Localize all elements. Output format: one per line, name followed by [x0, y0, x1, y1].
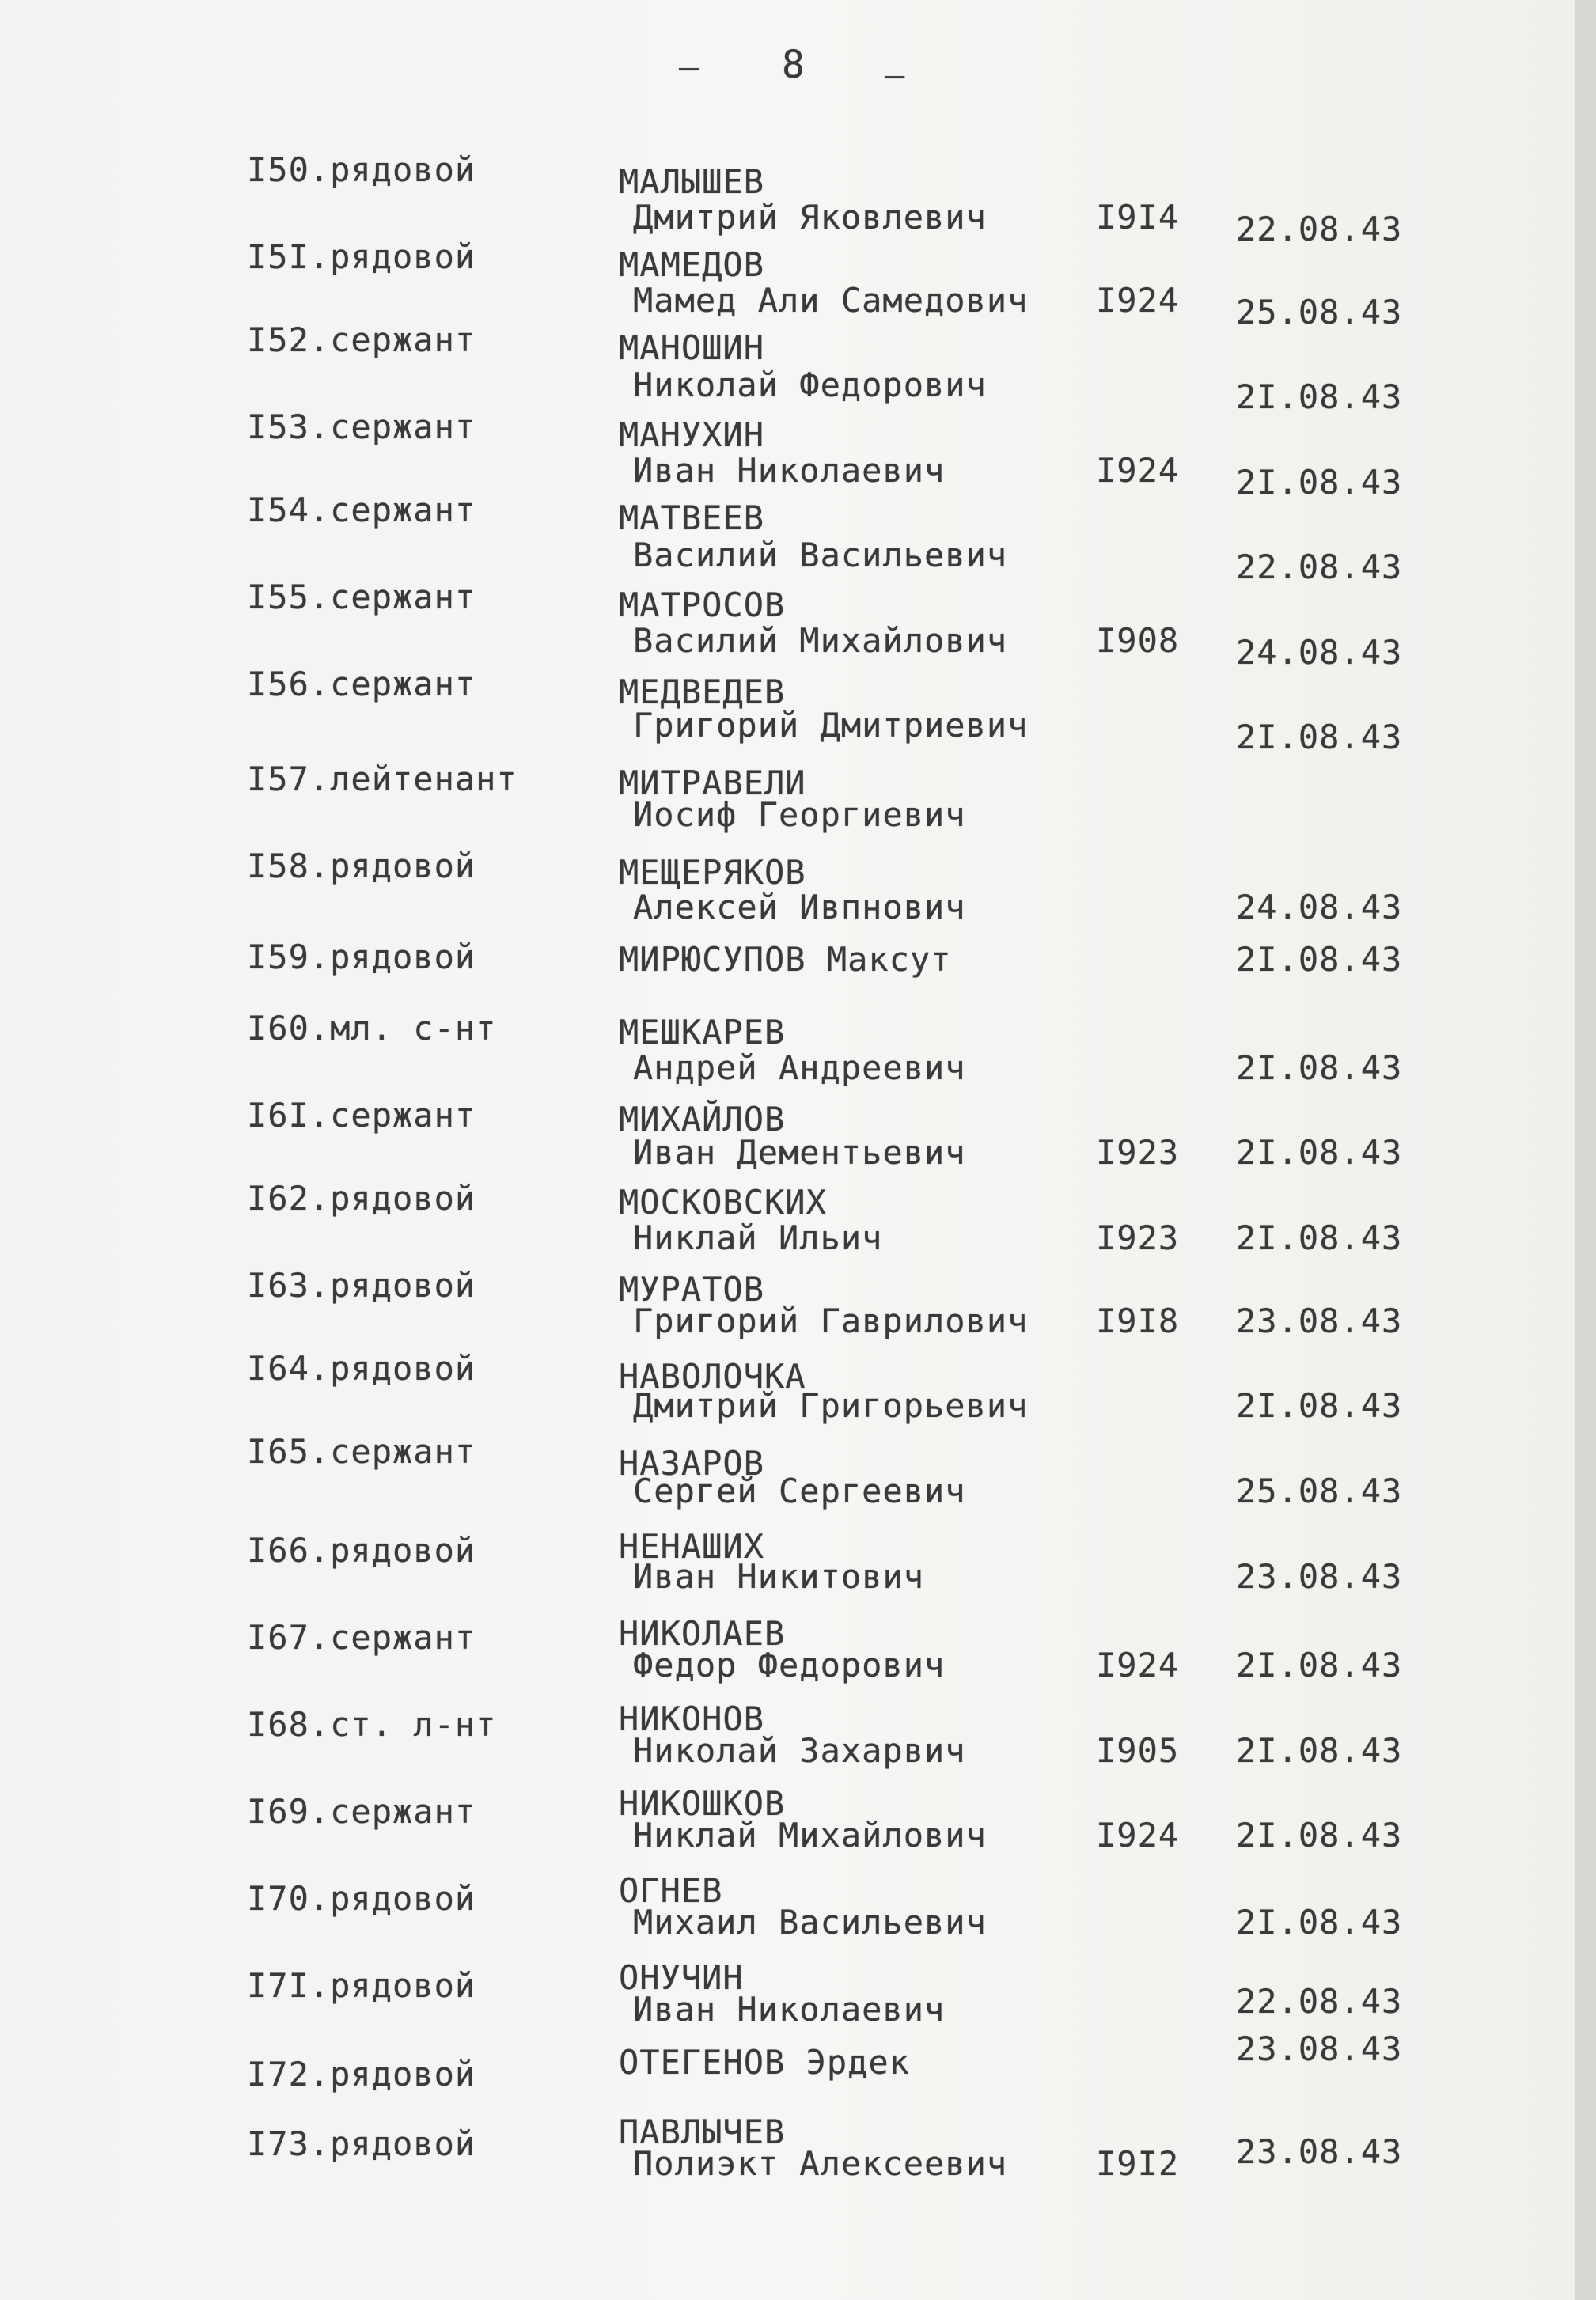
- entry-number-rank: I5I.рядовой: [247, 237, 476, 276]
- entry-date: 25.08.43: [1236, 1472, 1403, 1510]
- entry-date: 23.08.43: [1236, 2029, 1403, 2068]
- entry-number-rank: I73.рядовой: [247, 2124, 476, 2163]
- entry-date: 2I.08.43: [1236, 718, 1403, 756]
- entry-number-rank: I6I.сержант: [247, 1096, 476, 1135]
- entry-surname: ПАВЛЫЧЕВ: [619, 2112, 786, 2151]
- entry-date: 2I.08.43: [1236, 463, 1403, 502]
- entry-date: 2I.08.43: [1236, 1646, 1403, 1684]
- entry-number-rank: I57.лейтенант: [247, 760, 517, 798]
- entry-given-names: Василий Васильевич: [633, 536, 1008, 574]
- entry-surname: НИКОШКОВ: [619, 1784, 786, 1823]
- entry-surname: ОНУЧИН: [619, 1958, 744, 1997]
- entry-given-names: Иван Дементьевич: [633, 1133, 966, 1172]
- entry-surname: НИКОЛАЕВ: [619, 1614, 786, 1653]
- entry-birth-year: I924: [1096, 451, 1180, 490]
- entry-number-rank: I7I.рядовой: [247, 1966, 476, 2005]
- entry-birth-year: I9I8: [1096, 1302, 1180, 1340]
- entry-given-names: Дмитрий Яковлевич: [633, 198, 987, 237]
- entry-number-rank: I64.рядовой: [247, 1349, 476, 1388]
- entry-given-names: Дмитрий Григорьевич: [633, 1386, 1029, 1425]
- entry-surname: НЕНАШИХ: [619, 1527, 765, 1566]
- entry-given-names: Григорий Гаврилович: [633, 1302, 1029, 1340]
- entry-surname: ОТЕГЕНОВ Эрдек: [619, 2043, 911, 2082]
- entry-given-names: Иван Никитович: [633, 1557, 925, 1596]
- entry-date: 2I.08.43: [1236, 1386, 1403, 1425]
- entry-date: 2I.08.43: [1236, 1133, 1403, 1172]
- entry-number-rank: I68.ст. л-нт: [247, 1705, 497, 1744]
- entry-number-rank: I72.рядовой: [247, 2055, 476, 2093]
- entry-given-names: Николай Федорович: [633, 366, 987, 404]
- entry-given-names: Николай Захарвич: [633, 1731, 966, 1770]
- entry-birth-year: I924: [1096, 281, 1180, 320]
- entry-number-rank: I54.сержант: [247, 491, 476, 529]
- entry-number-rank: I59.рядовой: [247, 938, 476, 976]
- entry-surname: МИРЮСУПОВ Максут: [619, 940, 952, 979]
- entry-given-names: Мамед Али Самедович: [633, 281, 1029, 320]
- entry-surname: ОГНЕВ: [619, 1871, 723, 1910]
- entry-given-names: Михаил Васильевич: [633, 1903, 987, 1942]
- entry-number-rank: I66.рядовой: [247, 1531, 476, 1570]
- entry-birth-year: I923: [1096, 1133, 1180, 1172]
- entry-surname: НИКОНОВ: [619, 1699, 765, 1738]
- entry-number-rank: I69.сержант: [247, 1792, 476, 1831]
- entry-number-rank: I63.рядовой: [247, 1266, 476, 1305]
- entry-given-names: Иван Николаевич: [633, 1990, 946, 2029]
- entry-date: 2I.08.43: [1236, 1816, 1403, 1855]
- entry-given-names: Федор Федорович: [633, 1646, 946, 1684]
- page-number-dash-right: –: [885, 55, 906, 94]
- entry-birth-year: I9I4: [1096, 198, 1180, 237]
- entry-surname: МАЛЫШЕВ: [619, 162, 765, 201]
- entry-date: 22.08.43: [1236, 210, 1403, 248]
- entry-given-names: Никлай Ильич: [633, 1218, 883, 1257]
- entry-date: 22.08.43: [1236, 1982, 1403, 2021]
- entry-birth-year: I923: [1096, 1218, 1180, 1257]
- entry-surname: МАТВЕЕВ: [619, 498, 765, 537]
- entry-date: 2I.08.43: [1236, 1731, 1403, 1770]
- entry-birth-year: I905: [1096, 1731, 1180, 1770]
- entry-date: 2I.08.43: [1236, 377, 1403, 416]
- entry-date: 23.08.43: [1236, 2132, 1403, 2171]
- entry-number-rank: I67.сержант: [247, 1618, 476, 1657]
- entry-date: 2I.08.43: [1236, 940, 1403, 979]
- entry-given-names: Андрей Андреевич: [633, 1048, 966, 1087]
- entry-number-rank: I65.сержант: [247, 1432, 476, 1471]
- entry-surname: НАВОЛОЧКА: [619, 1357, 806, 1396]
- entry-birth-year: I924: [1096, 1816, 1180, 1855]
- entry-surname: МУРАТОВ: [619, 1270, 765, 1309]
- entry-surname: МИХАЙЛОВ: [619, 1100, 786, 1139]
- entry-surname: МОСКОВСКИХ: [619, 1183, 827, 1222]
- entry-surname: МЕДВЕДЕВ: [619, 673, 786, 711]
- page-edge: [1575, 0, 1596, 2300]
- entry-given-names: Иосиф Георгиевич: [633, 795, 966, 834]
- entry-number-rank: I50.рядовой: [247, 150, 476, 189]
- entry-birth-year: I908: [1096, 621, 1180, 660]
- entry-given-names: Григорий Дмитриевич: [633, 706, 1029, 745]
- entry-surname: МАТРОСОВ: [619, 585, 786, 624]
- page-number-dash-left: –: [679, 47, 700, 86]
- entry-number-rank: I70.рядовой: [247, 1879, 476, 1918]
- entry-surname: НАЗАРОВ: [619, 1444, 765, 1483]
- entry-surname: МЕШКАРЕВ: [619, 1013, 786, 1051]
- entry-given-names: Василий Михайлович: [633, 621, 1008, 660]
- entry-number-rank: I58.рядовой: [247, 847, 476, 885]
- entry-date: 2I.08.43: [1236, 1048, 1403, 1087]
- entry-number-rank: I52.сержант: [247, 320, 476, 359]
- entry-given-names: Полиэкт Алексеевич: [633, 2144, 1008, 2183]
- entry-surname: МАНОШИН: [619, 328, 765, 367]
- entry-number-rank: I56.сержант: [247, 665, 476, 703]
- entry-surname: МИТРАВЕЛИ: [619, 764, 806, 802]
- entry-date: 24.08.43: [1236, 633, 1403, 672]
- entry-number-rank: I62.рядовой: [247, 1179, 476, 1218]
- entry-given-names: Сергей Сергеевич: [633, 1472, 966, 1510]
- entry-date: 24.08.43: [1236, 888, 1403, 926]
- entry-date: 23.08.43: [1236, 1557, 1403, 1596]
- entry-surname: МЕЩЕРЯКОВ: [619, 853, 806, 892]
- entry-surname: МАМЕДОВ: [619, 245, 765, 284]
- entry-given-names: Алексей Ивпнович: [633, 888, 966, 926]
- page-number: 8: [782, 43, 806, 87]
- entry-number-rank: I60.мл. с-нт: [247, 1009, 497, 1048]
- entry-birth-year: I9I2: [1096, 2144, 1180, 2183]
- entry-date: 25.08.43: [1236, 293, 1403, 332]
- entry-date: 22.08.43: [1236, 548, 1403, 586]
- entry-surname: МАНУХИН: [619, 415, 765, 454]
- entry-number-rank: I55.сержант: [247, 578, 476, 616]
- entry-number-rank: I53.сержант: [247, 407, 476, 446]
- entry-date: 2I.08.43: [1236, 1903, 1403, 1942]
- entry-given-names: Никлай Михайлович: [633, 1816, 987, 1855]
- entry-birth-year: I924: [1096, 1646, 1180, 1684]
- entry-given-names: Иван Николаевич: [633, 451, 946, 490]
- entry-date: 2I.08.43: [1236, 1218, 1403, 1257]
- entry-date: 23.08.43: [1236, 1302, 1403, 1340]
